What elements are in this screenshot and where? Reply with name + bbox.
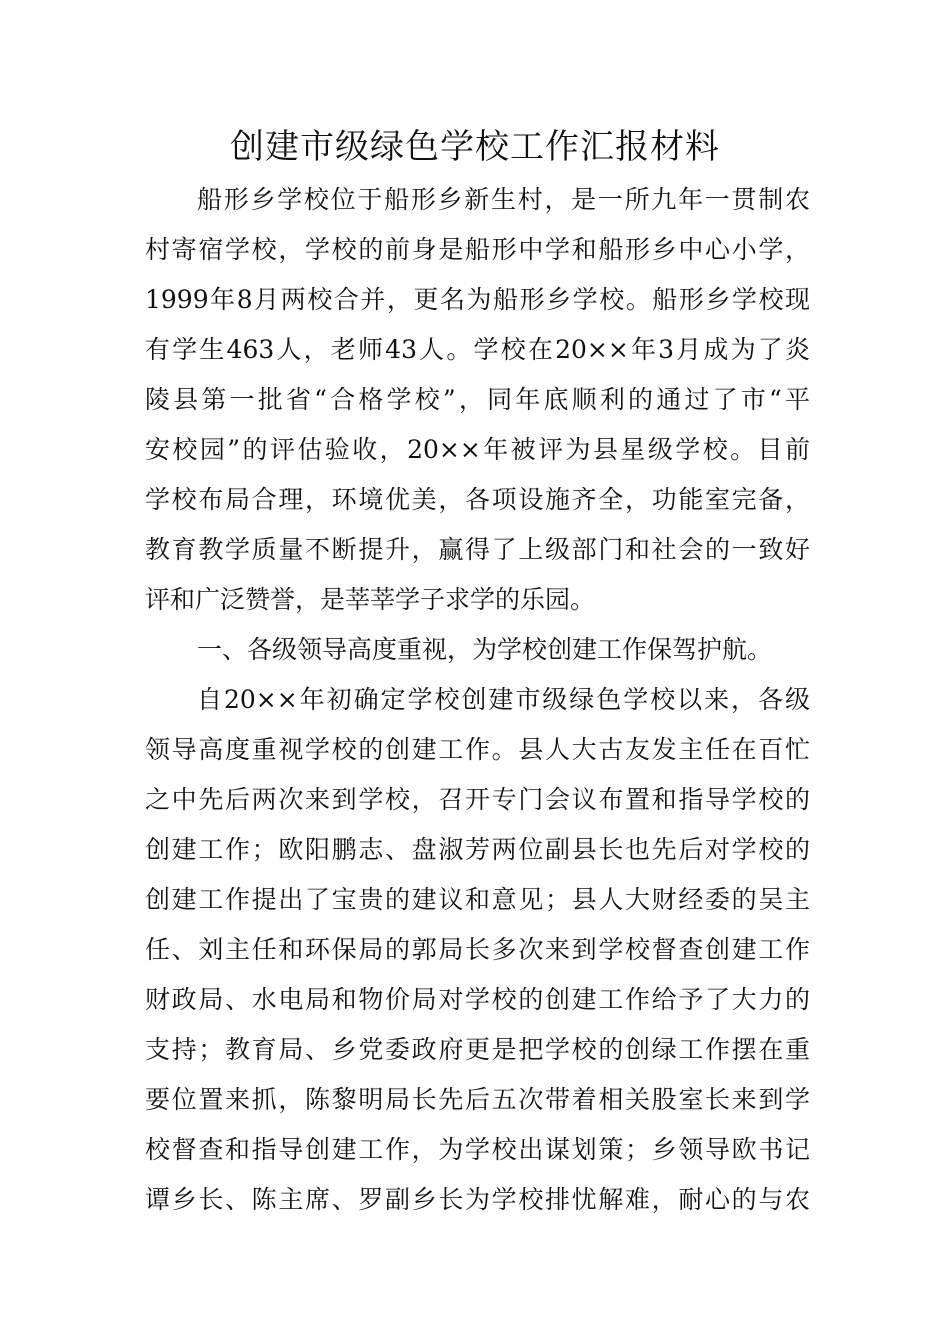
paragraph-line: 支持；教育局、乡党委政府更是把学校的创绿工作摆在重 [145,1035,810,1064]
paragraph-line: 评和广泛赞誉，是莘莘学子求学的乐园。 [145,585,596,614]
paragraph-line: 领导高度重视学校的创建工作。县人大古友发主任在百忙 [145,735,810,764]
paragraph-line: 陵县第一批省“合格学校”，同年底顺利的通过了市“平 [145,385,810,414]
paragraph-line: 有学生463人，老师43人。学校在20××年3月成为了炎 [145,335,810,364]
paragraph-line: 要位置来抓，陈黎明局长先后五次带着相关股室长来到学 [145,1085,810,1114]
paragraph-line: 创建工作；欧阳鹏志、盘淑芳两位副县长也先后对学校的 [145,835,810,864]
paragraph-line: 创建工作提出了宝贵的建议和意见；县人大财经委的吴主 [145,885,810,914]
paragraph-line: 学校布局合理，环境优美，各项设施齐全，功能室完备， [145,485,810,514]
paragraph-line: 自20××年初确定学校创建市级绿色学校以来，各级 [197,685,810,714]
paragraph-line: 谭乡长、陈主席、罗副乡长为学校排忧解难，耐心的与农 [145,1185,810,1214]
document-title: 创建市级绿色学校工作汇报材料 [230,127,720,167]
paragraph-line: 村寄宿学校，学校的前身是船形中学和船形乡中心小学， [145,235,810,264]
paragraph-line: 船形乡学校位于船形乡新生村，是一所九年一贯制农 [197,185,810,214]
paragraph-line: 之中先后两次来到学校，召开专门会议布置和指导学校的 [145,785,810,814]
paragraph-line: 财政局、水电局和物价局对学校的创建工作给予了大力的 [145,985,810,1014]
paragraph-line: 教育教学质量不断提升，赢得了上级部门和社会的一致好 [145,535,810,564]
paragraph-line: 安校园”的评估验收，20××年被评为县星级学校。目前 [145,435,810,464]
section-heading: 一、各级领导高度重视，为学校创建工作保驾护航。 [197,635,773,664]
paragraph-line: 1999年8月两校合并，更名为船形乡学校。船形乡学校现 [145,285,810,314]
paragraph-line: 任、刘主任和环保局的郭局长多次来到学校督查创建工作 [145,935,810,964]
paragraph-line: 校督查和指导创建工作，为学校出谋划策；乡领导欧书记 [145,1135,810,1164]
document-body [145,175,810,1225]
